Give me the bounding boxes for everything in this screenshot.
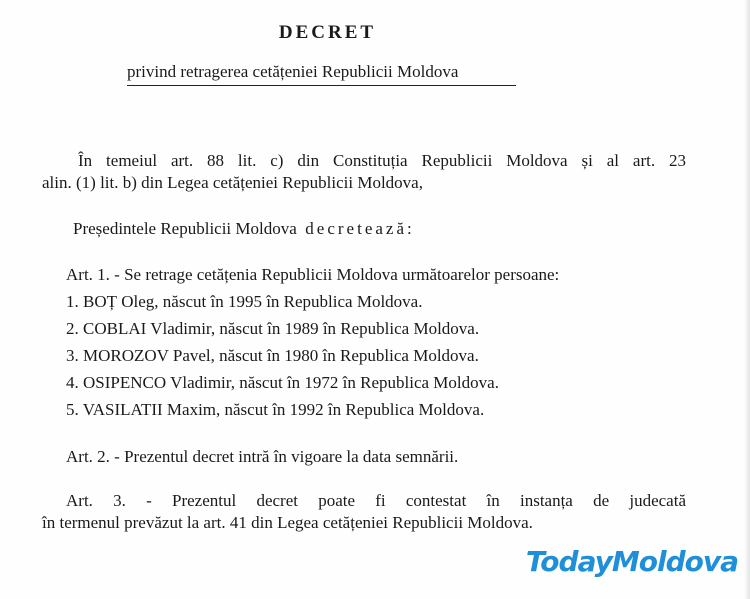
article-2: Art. 2. - Prezentul decret intră în vigoare la data semnării. xyxy=(66,447,459,466)
person-item: 5. VASILATII Maxim, născut în 1992 în Republica Moldova. xyxy=(66,400,485,419)
preamble-line-2: alin. (1) lit. b) din Legea cetățeniei Republicii Moldova, xyxy=(42,173,423,192)
person-item: 1. BOȚ Oleg, născut în 1995 în Republica Moldova. xyxy=(66,292,423,311)
article-3-line-1: Art. 3. - Prezentul decret poate fi contestat în instanța de judecată xyxy=(66,491,686,510)
page-edge-shadow xyxy=(744,0,750,599)
todaymoldova-watermark: TodayMoldova xyxy=(525,545,738,578)
president-clause xyxy=(73,218,415,240)
president-prefix: Președintele Republicii Moldova xyxy=(73,219,297,238)
president-verb: decretează: xyxy=(305,219,415,238)
article-3-line-2: în termenul prevăzut la art. 41 din Legea cetățeniei Republicii Moldova. xyxy=(42,513,533,532)
article-1-intro: Art. 1. - Se retrage cetățenia Republicii Moldova următoarelor persoane: xyxy=(66,265,560,284)
person-item: 4. OSIPENCO Vladimir, născut în 1972 în Republica Moldova. xyxy=(66,373,499,392)
decree-title: DECRET xyxy=(278,22,377,43)
decree-subtitle: privind retragerea cetățeniei Republicii Moldova xyxy=(127,62,516,86)
person-item: 3. MOROZOV Pavel, născut în 1980 în Republica Moldova. xyxy=(66,346,479,365)
person-item: 2. COBLAI Vladimir, născut în 1989 în Republica Moldova. xyxy=(66,319,480,338)
preamble-line-1: În temeiul art. 88 lit. c) din Constituția Republicii Moldova și al art. 23 xyxy=(78,151,686,170)
